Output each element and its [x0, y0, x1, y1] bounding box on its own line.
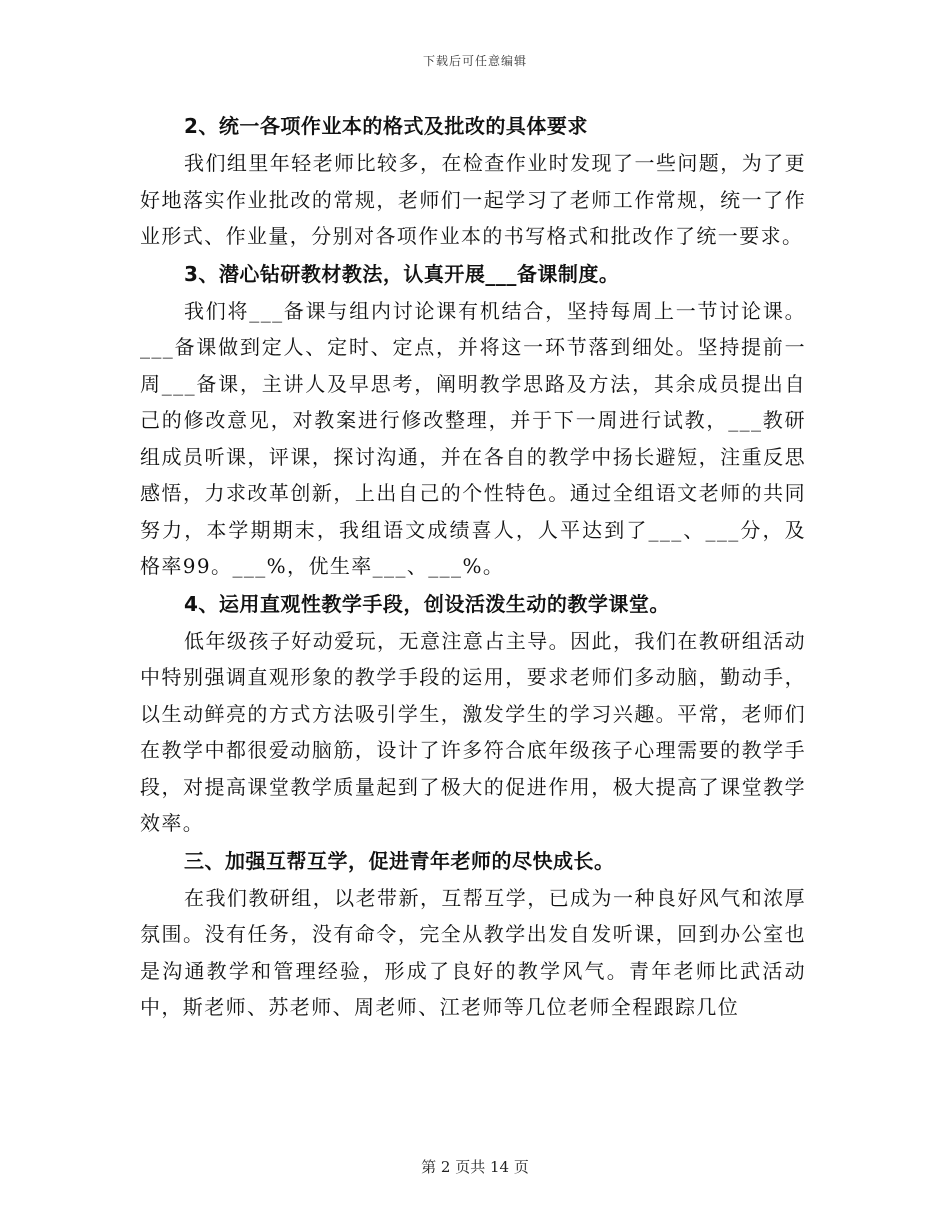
section-heading-3: 3、潜心钻研教材教法，认真开展___备课制度。 — [184, 261, 620, 286]
section-heading-three: 三、加强互帮互学，促进青年老师的尽快成长。 — [184, 848, 615, 873]
section-paragraph-three: 在我们教研组，以老带新，互帮互学，已成为一种良好风气和浓厚氛围。没有任务，没有命令，完全从教学出发自发听课，回到办公室也是沟通教学和管理经验，形成了良好的教学风气。青年老师比武活动中，斯老师、苏老师、周老师、江老师等几位老师全程跟踪几位 — [140, 885, 806, 1019]
section-paragraph-4: 低年级孩子好动爱玩，无意注意占主导。因此，我们在教研组活动中特别强调直观形象的教学手段的运用，要求老师们多动脑，勤动手，以生动鲜亮的方式方法吸引学生，激发学生的学习兴趣。平常，老师们在教学中都很爱动脑筋，设计了许多符合底年级孩子心理需要的教学手段，对提高课堂教学质量起到了极大的促进作用，极大提高了课堂教学效率。 — [140, 628, 806, 835]
section-heading-2: 2、统一各项作业本的格式及批改的具体要求 — [184, 114, 588, 138]
section-paragraph-3: 我们将___备课与组内讨论课有机结合，坚持每周上一节讨论课。___备课做到定人、定时、定点，并将这一环节落到细处。坚持提前一周___备课，主讲人及早思考，阐明教学思路及方法，其余成员提出自己的修改意见，对教案进行修改整理，并于下一周进行试教，___教研组成员听课，评课，探讨沟通，并在各自的教学中扬长避短，注重反思感悟，力求改革创新，上出自己的个性特色。通过全组语文老师的共同努力，本学期期末，我组语文成绩喜人，人平达到了___、___分，及格率99。___%，优生率___、___%。 — [140, 298, 806, 578]
page-header-note: 下载后可任意编辑 — [422, 54, 527, 68]
page-number: 第 2 页共 14 页 — [421, 1158, 529, 1176]
section-paragraph-2: 我们组里年轻老师比较多，在检查作业时发现了一些问题，为了更好地落实作业批改的常规，老师们一起学习了老师工作常规，统一了作业形式、作业量，分别对各项作业本的书写格式和批改作了统一要求。 — [140, 151, 806, 248]
section-heading-4: 4、运用直观性教学手段，创设活泼生动的教学课堂。 — [184, 591, 670, 616]
document-body — [140, 108, 806, 1027]
